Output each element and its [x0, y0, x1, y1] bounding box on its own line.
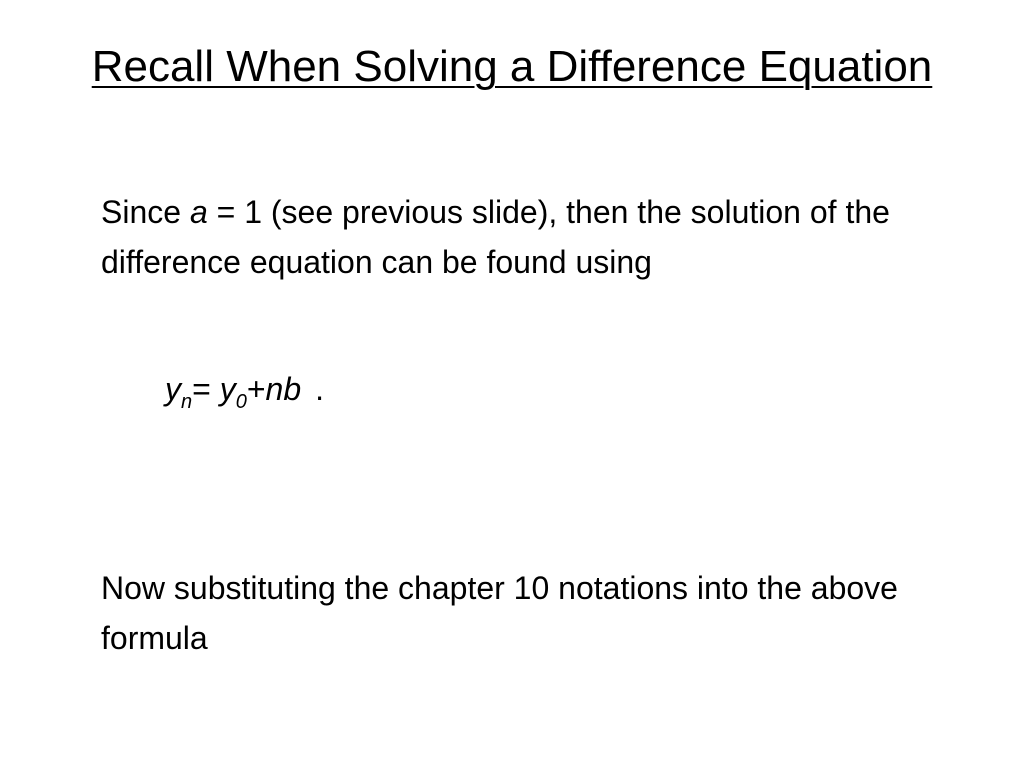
formula-y: y	[165, 371, 181, 407]
substitution-paragraph: Now substituting the chapter 10 notations into the above formula	[101, 570, 898, 656]
intro-paragraph	[101, 187, 981, 287]
formula-nb: nb	[265, 371, 302, 407]
difference-equation-formula	[165, 364, 324, 414]
slide-title: Recall When Solving a Difference Equation	[91, 42, 933, 91]
formula-subscript-0: 0	[235, 391, 247, 413]
intro-suffix: = 1 (see previous slide), then the solution of the difference equation can be found using	[101, 194, 890, 280]
variable-a: a	[189, 194, 208, 230]
formula-period: .	[315, 371, 324, 407]
formula-plus: +	[246, 371, 266, 407]
intro-prefix: Since	[101, 194, 190, 230]
formula-y0: y	[219, 371, 236, 407]
formula-equals: =	[192, 371, 220, 407]
formula-subscript-n: n	[181, 391, 193, 413]
